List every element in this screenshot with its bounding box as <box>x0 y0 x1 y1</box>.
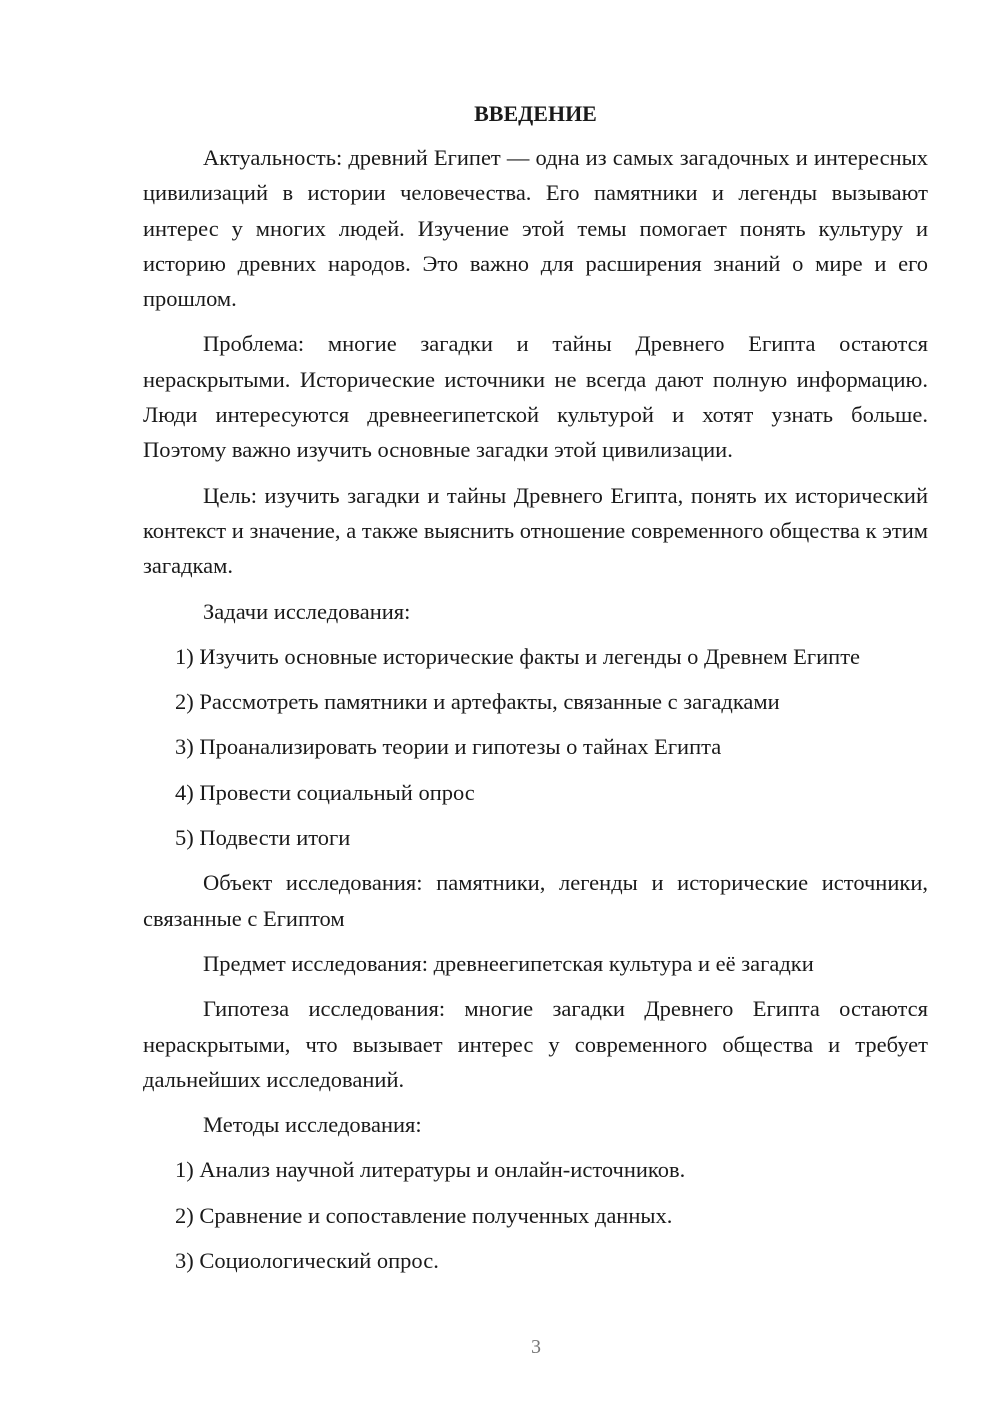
list-item: 1) Изучить основные исторические факты и легенды о Древнем Египте <box>175 643 861 669</box>
methods-list <box>143 1152 928 1278</box>
list-item: 5) Подвести итоги <box>175 825 351 851</box>
paragraph-hypothesis: Гипотеза исследования: многие загадки Древнего Египта остаются нераскрытыми, что вызывает интерес у современного общества и требует дальнейших исследований. <box>143 996 928 1092</box>
page-number: 3 <box>531 1336 541 1358</box>
page-title: ВВЕДЕНИЕ <box>474 101 597 126</box>
list-item: 2) Сравнение и сопоставление полученных данных. <box>175 1202 673 1228</box>
paragraph-object: Объект исследования: памятники, легенды и исторические источники, связанные с Египтом <box>143 870 928 931</box>
list-item: 3) Социологический опрос. <box>175 1248 439 1274</box>
list-item: 1) Анализ научной литературы и онлайн-источников. <box>175 1157 686 1183</box>
paragraph-subject: Предмет исследования: древнеегипетская культура и её загадки <box>203 950 814 976</box>
paragraph-actuality: Актуальность: древний Египет — одна из самых загадочных и интересных цивилизаций в истории человечества. Его памятники и легенды вызывают интерес у многих людей. Изучение этой темы помогает понять культуру и историю древних народов. Это важно для расширения знаний о мире и его прошлом. <box>143 145 928 312</box>
list-item: 4) Провести социальный опрос <box>175 779 475 805</box>
list-item: 3) Проанализировать теории и гипотезы о тайнах Египта <box>175 734 722 760</box>
paragraph-goal: Цель: изучить загадки и тайны Древнего Египта, понять их исторический контекст и значение, а также выяснить отношение современного общества к этим загадкам. <box>143 482 928 579</box>
document-page <box>143 96 928 1288</box>
methods-heading: Методы исследования: <box>203 1112 422 1138</box>
tasks-heading: Задачи исследования: <box>203 598 411 624</box>
list-item: 2) Рассмотреть памятники и артефакты, связанные с загадками <box>175 689 780 715</box>
tasks-list <box>143 639 928 855</box>
paragraph-problem: Проблема: многие загадки и тайны Древнего Египта остаются нераскрытыми. Исторические источники не всегда дают полную информацию. Люди интересуются древнеегипетской культурой и хотят узнать больше. Поэтому важно изучить основные загадки этой цивилизации. <box>143 331 928 463</box>
